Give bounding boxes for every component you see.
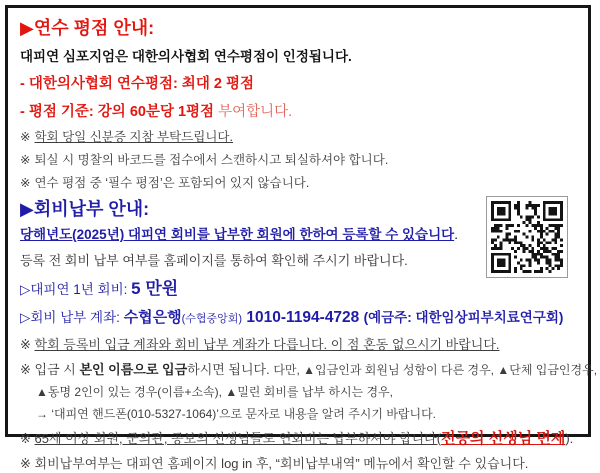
resident-exemption: 전공의 선생님 면제 (441, 430, 566, 447)
membership-section-title: ▶회비납부 안내: (20, 199, 150, 219)
note-sms-contact: → ‘대피연 핸드폰(010-5327-1064)’으로 문자로 내용을 알려 주시기 바랍니다. (36, 407, 437, 421)
membership-eligibility: 당해년도(2025년) 대피연 회비를 납부한 회원에 한하여 등록할 수 있습니다. (20, 227, 458, 242)
note-senior-fee: ※ 65세 이상 회원, 군의관, 공보의 선생님들도 연회비는 납부하셔야 합니다(전공의 선생님 면제). (20, 430, 574, 447)
bank-name: 수협은행 (123, 309, 182, 326)
training-point-rule: - 평점 기준: 강의 60분당 1평점 부여합니다. (20, 104, 293, 120)
reference-mark: ※ (20, 130, 31, 144)
training-max-points: - 대한의사협회 연수평점: 최대 2 평점 (20, 76, 254, 92)
qr-code (486, 196, 568, 278)
note-required-points: ※ 연수 평점 중 ‘필수 평점’은 포함되어 있지 않습니다. (20, 176, 310, 190)
note-different-accounts: ※ 학회 등록비 입금 계좌와 회비 납부 계좌가 다릅니다. 이 점 혼동 없으시기 바랍니다. (20, 337, 500, 352)
note-id-check: ※ 학회 당일 신분증 지참 부탁드립니다. (20, 130, 233, 144)
note-deposit-cases: ▲동명 2인이 있는 경우(이름+소속), ▲밀린 회비를 납부 하시는 경우, (36, 385, 393, 399)
training-section-title: ▶연수 평점 안내: (20, 18, 155, 38)
fee-amount: 5 만원 (131, 279, 179, 298)
reference-mark: ※ (20, 456, 31, 471)
bank-subname: (수협중앙회) (181, 313, 243, 325)
note-exit-scan: ※ 퇴실 시 명찰의 바코드를 접수에서 스캔하시고 퇴실하셔야 합니다. (20, 153, 389, 167)
training-intro: 대피연 심포지엄은 대한의사협회 연수평점이 인정됩니다. (20, 49, 352, 64)
account-number: 1010-1194-4728 (242, 309, 364, 326)
notice-document (5, 5, 598, 471)
note-deposit-name: ※ 입금 시 본인 이름으로 입금하시면 됩니다. 다만, ▲입금인과 회원님 성함이 다른 경우, ▲단체 입금인경우, (20, 362, 598, 377)
note-check-history: ※ 회비납부여부는 대피연 홈페이지 log in 후, “회비납부내역” 메뉴에서 확인할 수 있습니다. (20, 456, 529, 471)
account-holder: (예금주: 대한임상피부치료연구회) (363, 310, 564, 325)
reference-mark: ※ (20, 362, 31, 377)
reference-mark: ※ (20, 176, 31, 190)
reference-mark: ※ (20, 337, 31, 352)
reference-mark: ※ (20, 153, 31, 167)
annual-fee: ▷대피연 1년 회비: 5 만원 (20, 279, 179, 298)
reference-mark: ※ (20, 431, 31, 446)
membership-check-before: 등록 전 회비 납부 여부를 홈페이지를 통하여 확인해 주시기 바랍니다. (20, 253, 408, 268)
payment-account: ▷회비 납부 계좌: 수협은행(수협중앙회) 1010-1194-4728 (예금주: 대한임상피부치료연구회) (20, 309, 564, 326)
